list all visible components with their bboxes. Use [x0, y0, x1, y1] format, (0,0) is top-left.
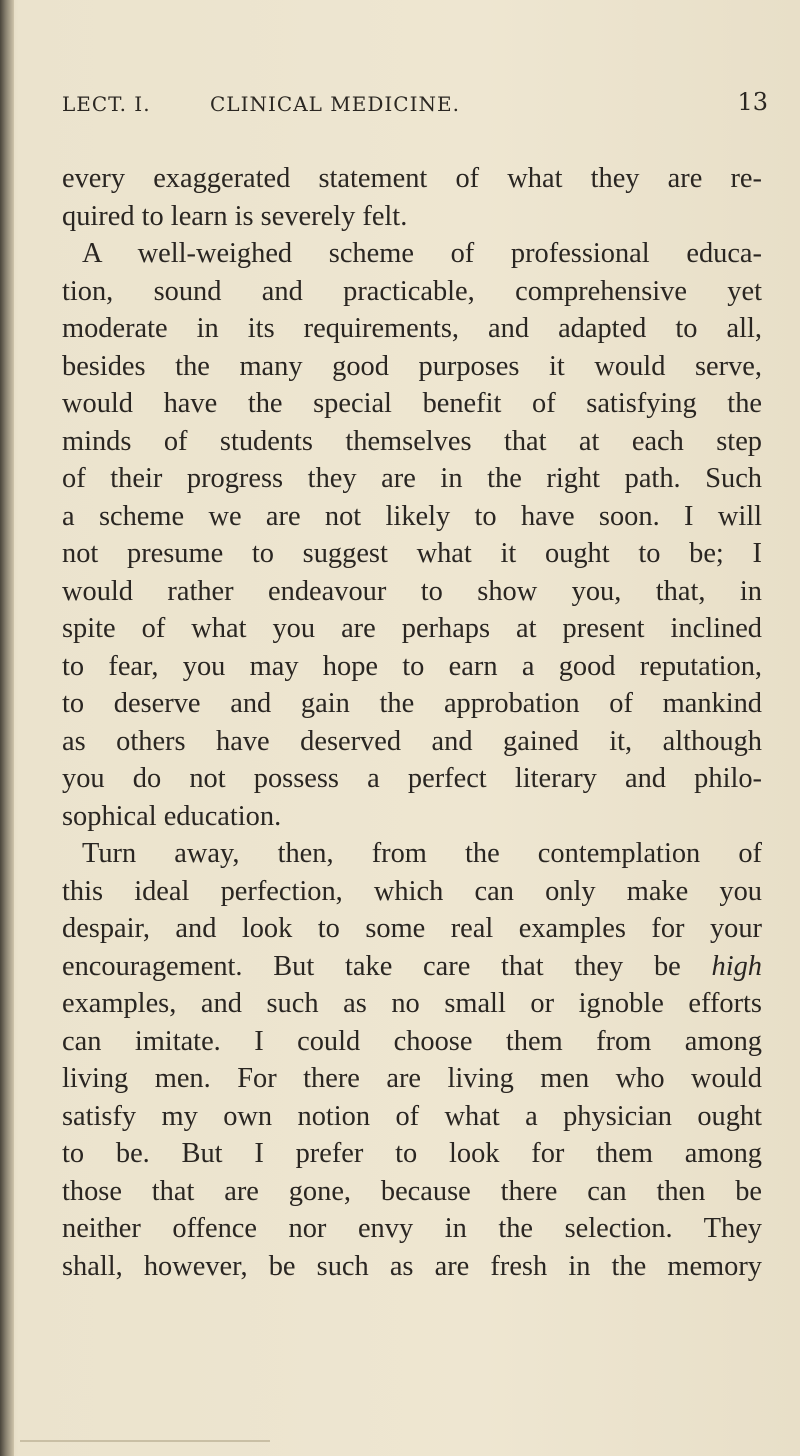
- text-line: tion, sound and practicable, comprehensive yet: [62, 275, 762, 307]
- text-line: to be. But I prefer to look for them among: [62, 1138, 762, 1169]
- text-segment: encouragement. But take care that they be: [62, 950, 681, 982]
- running-head-title: CLINICAL MEDICINE.: [210, 92, 460, 116]
- text-line: besides the many good purposes it would serve,: [62, 350, 762, 382]
- text-line: minds of students themselves that at each step: [62, 425, 762, 457]
- paragraph-start-line: Turn away, then, from the contemplation of: [82, 838, 762, 869]
- text-line: to fear, you may hope to earn a good reputation,: [62, 650, 762, 682]
- text-line: neither offence nor envy in the selection. They: [62, 1213, 762, 1244]
- text-line: [62, 948, 762, 986]
- running-head-lecture: LECT. I.: [62, 92, 151, 116]
- text-line: shall, however, be such as are fresh in the memory: [62, 1250, 762, 1282]
- running-head: [62, 88, 768, 122]
- text-line: not presume to suggest what it ought to be; I: [62, 538, 762, 569]
- text-line: moderate in its requirements, and adapted to all,: [62, 313, 762, 344]
- text-line: satisfy my own notion of what a physician ought: [62, 1100, 762, 1132]
- paragraph-start-line: A well-weighed scheme of professional educa-: [82, 238, 762, 269]
- page-number: 13: [737, 88, 768, 116]
- text-line: as others have deserved and gained it, although: [62, 725, 762, 757]
- text-line: of their progress they are in the right path. Such: [62, 463, 762, 494]
- text-line: a scheme we are not likely to have soon. I will: [62, 500, 762, 532]
- text-line: this ideal perfection, which can only make you: [62, 875, 762, 907]
- text-line: to deserve and gain the approbation of mankind: [62, 688, 762, 719]
- text-line: would rather endeavour to show you, that, in: [62, 575, 762, 607]
- body-text: [62, 160, 762, 1285]
- page-bottom-shadow: [20, 1440, 270, 1442]
- text-line: sophical education.: [62, 800, 282, 832]
- text-line: living men. For there are living men who would: [62, 1063, 762, 1094]
- text-line: spite of what you are perhaps at present inclined: [62, 613, 762, 644]
- text-line: examples, and such as no small or ignoble efforts: [62, 988, 762, 1019]
- binding-edge: [0, 0, 14, 1456]
- text-line: would have the special benefit of satisfying the: [62, 388, 762, 419]
- text-line: you do not possess a perfect literary and philo-: [62, 763, 762, 794]
- text-line: despair, and look to some real examples for your: [62, 913, 762, 944]
- text-line: every exaggerated statement of what they are re-: [62, 163, 762, 194]
- text-line: quired to learn is severely felt.: [62, 200, 408, 232]
- italic-word: high: [711, 950, 762, 982]
- text-line: can imitate. I could choose them from among: [62, 1025, 762, 1057]
- text-line: those that are gone, because there can then be: [62, 1175, 762, 1207]
